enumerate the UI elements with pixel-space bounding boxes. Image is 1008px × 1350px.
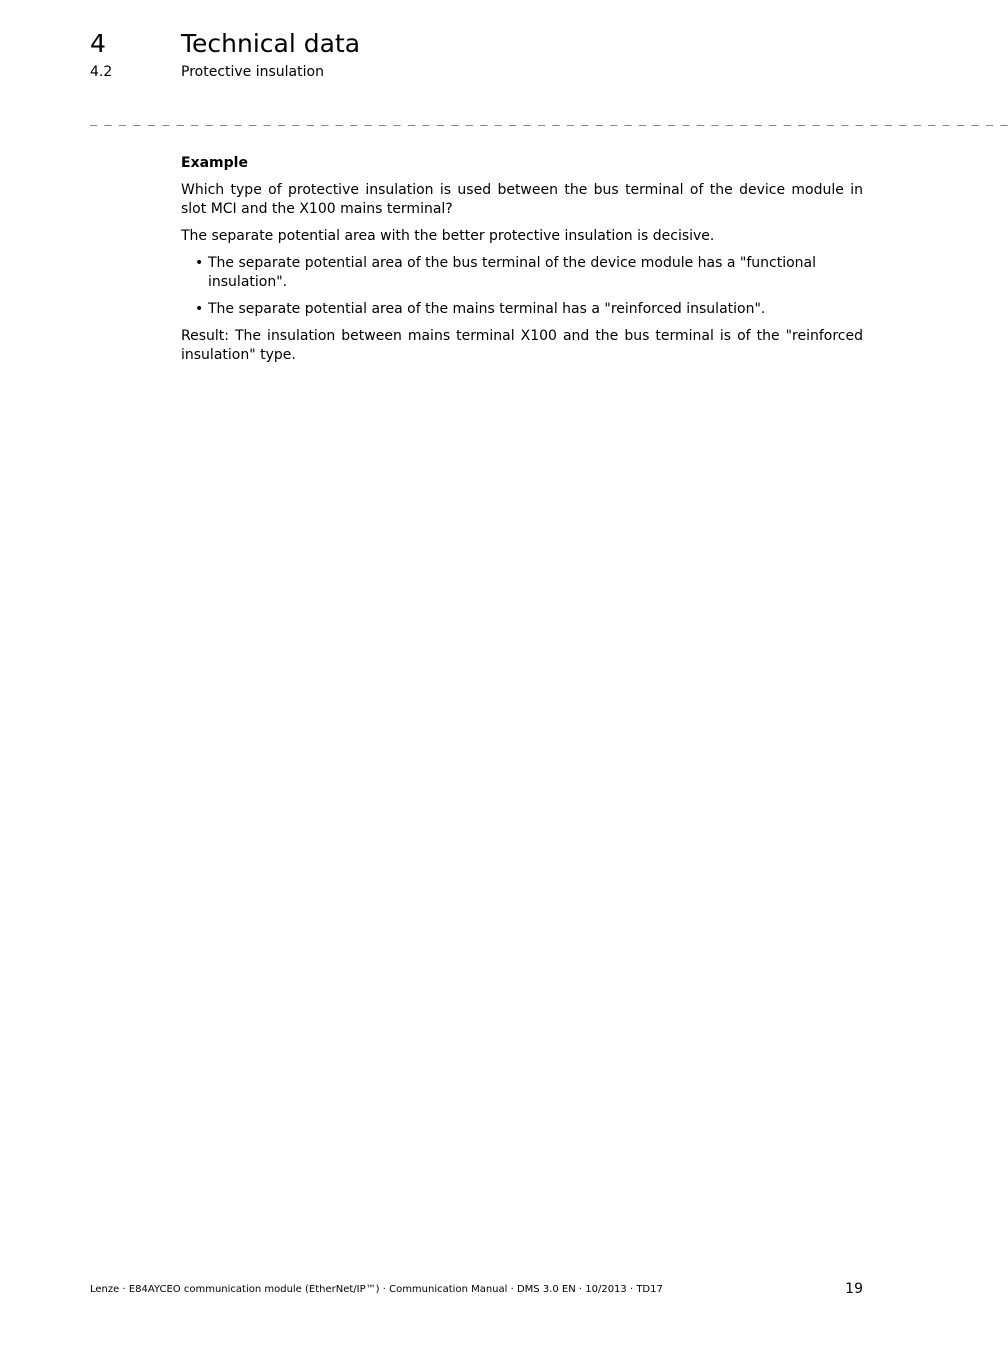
chapter-title: Technical data — [181, 29, 361, 58]
list-item — [181, 300, 863, 319]
page-number: 19 — [845, 1281, 863, 1297]
chapter-number: 4 — [90, 29, 106, 58]
section-title: Protective insulation — [181, 64, 324, 80]
example-statement: The separate potential area with the better protective insulation is decisive. — [181, 228, 715, 244]
main-content — [181, 153, 863, 373]
footer-document-info: Lenze · E84AYCEO communication module (EtherNet/IP™) · Communication Manual · DMS 3.0 EN · 10/2013 · TD17 — [90, 1284, 663, 1295]
list-item-text: The separate potential area of the bus terminal of the device module has a "functional insulation". — [208, 255, 816, 290]
bullet-icon: • — [195, 255, 204, 271]
header-divider: _ _ _ _ _ _ _ _ _ _ _ _ _ _ _ _ _ _ _ _ _ _ _ _ _ _ _ _ _ _ _ _ _ _ _ _ _ _ _ _ _ _ _ _ _ _ _ _ _ _ _ _ _ _ _ _ _ _ _ _ _ _ _ _ — [90, 112, 1008, 126]
bullet-icon: • — [195, 301, 204, 317]
bullet-list — [181, 254, 863, 319]
example-question: Which type of protective insulation is used between the bus terminal of the device module in slot MCI and the X100 mains terminal? — [181, 182, 863, 217]
list-item-text: The separate potential area of the mains terminal has a "reinforced insulation". — [208, 301, 766, 317]
example-heading: Example — [181, 155, 248, 171]
section-number: 4.2 — [90, 64, 113, 80]
list-item — [181, 254, 863, 292]
example-result: Result: The insulation between mains terminal X100 and the bus terminal is of the "reinforced insulation" type. — [181, 328, 863, 363]
